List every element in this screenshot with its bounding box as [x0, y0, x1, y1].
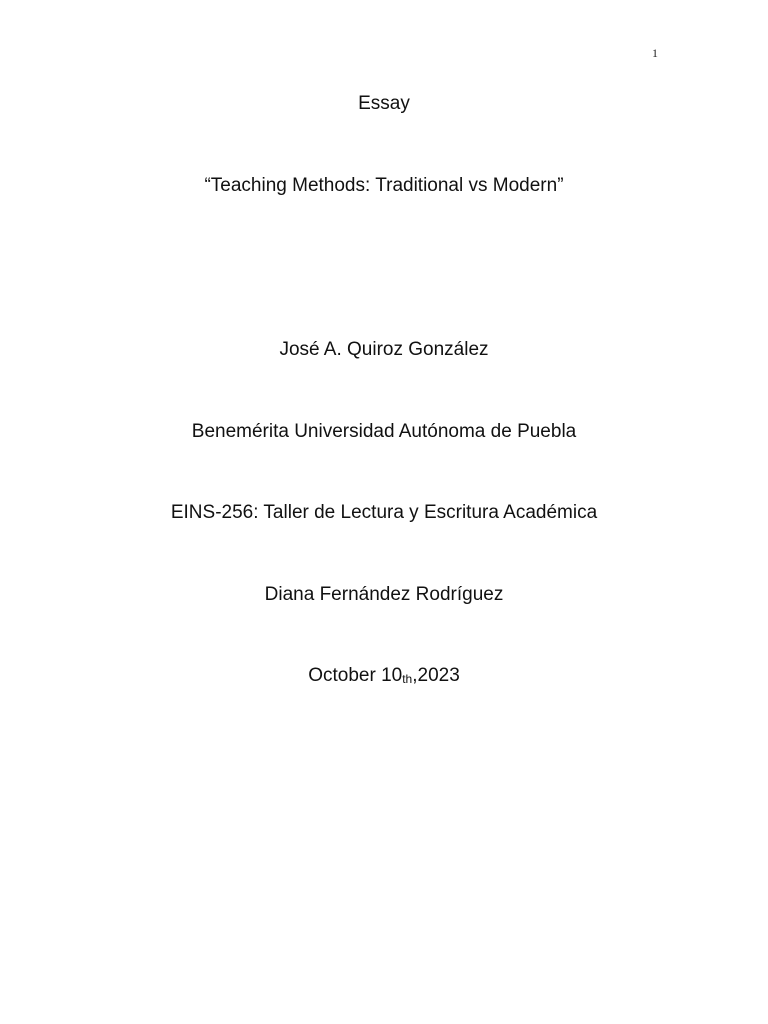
date-month-day: October 10: [308, 665, 403, 686]
date-year: ,2023: [412, 665, 460, 686]
page-number: 1: [652, 46, 658, 60]
submission-date: [0, 664, 768, 691]
instructor-name: Diana Fernández Rodríguez: [264, 584, 504, 605]
date-ordinal-suffix: th: [402, 672, 413, 686]
university-name: Benemérita Universidad Autónoma de Puebla: [191, 421, 577, 442]
document-type-heading: Essay: [358, 93, 410, 114]
essay-title: “Teaching Methods: Traditional vs Modern”: [204, 175, 564, 196]
author-name: José A. Quiroz González: [279, 339, 489, 360]
course-name: EINS-256: Taller de Lectura y Escritura Académica: [170, 502, 598, 523]
